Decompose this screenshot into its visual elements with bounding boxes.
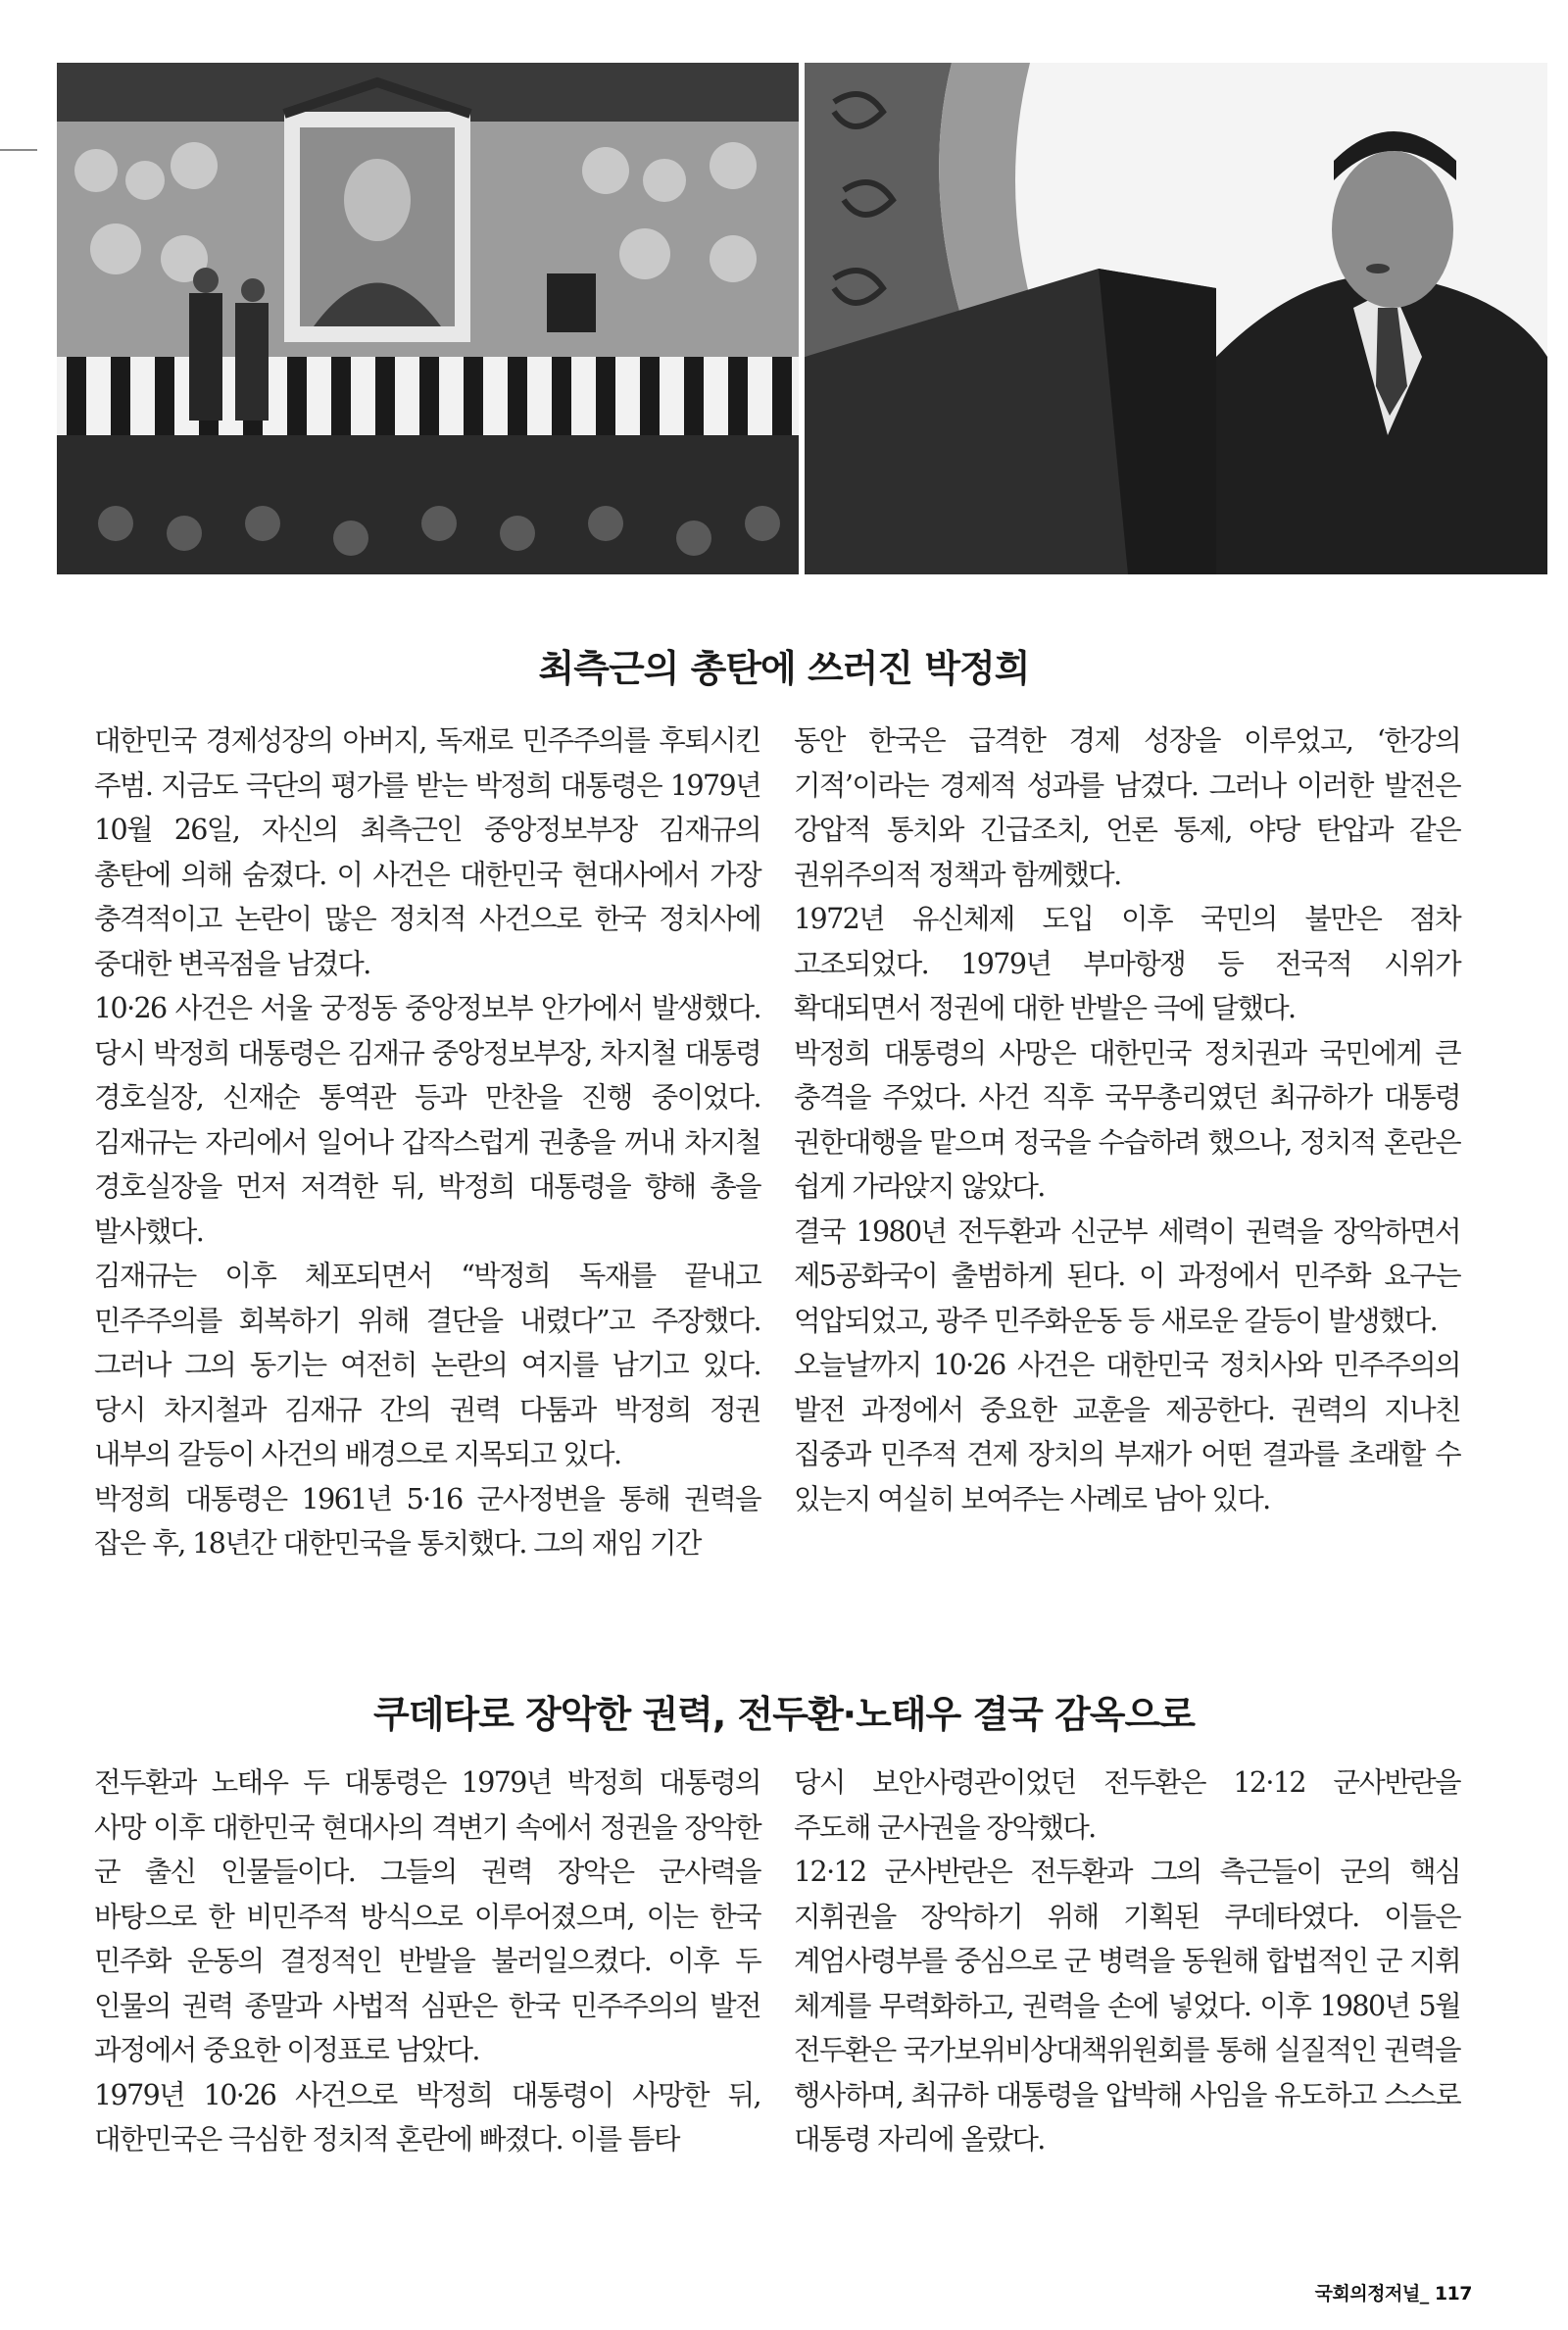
section-title-chun-roh: 쿠데타로 장악한 권력, 전두환·노태우 결국 감옥으로 — [373, 1693, 1195, 1736]
publication-name: 국회의정저널_ — [1314, 2283, 1429, 2305]
paragraph: 전두환과 노태우 두 대통령은 1979년 박정희 대통령의 사망 이후 대한민국 현대사의 격변기 속에서 정권을 장악한 군 출신 인물들이다. 그들의 권력 장악은 군사력을 바탕으로 한 비민주적 방식으로 이루어졌으며, 이는 한국 민주화 운동의 결정적인 반발을 불러일으켰다. 이후 두 인물의 권력 종말과 사법적 심판은 한국 민주주의의 발전 과정에서 중요한 이정표로 남았다. — [94, 1766, 760, 2066]
paragraph: 박정희 대통령은 1961년 5·16 군사정변을 통해 권력을 잡은 후, 18년간 대한민국을 통치했다. 그의 재임 기간 — [94, 1482, 760, 1560]
paragraph: 10·26 사건은 서울 궁정동 중앙정보부 안가에서 발생했다. 당시 박정희 대통령은 김재규 중앙정보부장, 차지철 대통령 경호실장, 신재순 통역관 등과 만찬을 진행 중이었다. 김재규는 자리에서 일어나 갑작스럽게 권총을 꺼내 차지철 경호실장을 먼저 저격한 뒤, 박정희 대통령을 향해 총을 발사했다. — [94, 992, 760, 1248]
paragraph: 김재규는 이후 체포되면서 “박정희 독재를 끝내고 민주주의를 회복하기 위해 결단을 내렸다”고 주장했다. 그러나 그의 동기는 여전히 논란의 여지를 남기고 있다. 당시 차지철과 김재규 간의 권력 다툼과 박정희 정권 내부의 갈등이 사건의 배경으로 지목되고 있다. — [94, 1260, 760, 1470]
paragraph: 오늘날까지 10·26 사건은 대한민국 정치사와 민주주의의 발전 과정에서 중요한 교훈을 제공한다. 권력의 지나친 집중과 민주적 견제 장치의 부재가 어떤 결과를 초래할 수 있는지 여실히 보여주는 사례로 남아 있다. — [794, 1349, 1460, 1515]
section2-left-column — [94, 1760, 760, 2162]
section1-right-column — [794, 719, 1460, 1521]
paragraph: 대한민국 경제성장의 아버지, 독재로 민주주의를 후퇴시킨 주범. 지금도 극단의 평가를 받는 박정희 대통령은 1979년 10월 26일, 자신의 최측근인 중앙정보부장 김재규의 총탄에 의해 숨졌다. 이 사건은 대한민국 현대사에서 가장 충격적이고 논란이 많은 정치적 사건으로 한국 정치사에 중대한 변곡점을 남겼다. — [94, 724, 760, 980]
paragraph: 동안 한국은 급격한 경제 성장을 이루었고, ‘한강의 기적’이라는 경제적 성과를 남겼다. 그러나 이러한 발전은 강압적 통치와 긴급조치, 언론 통제, 야당 탄압과 같은 권위주의적 정책과 함께했다. — [794, 724, 1460, 891]
margin-mark — [0, 149, 37, 151]
page-number: 117 — [1434, 2283, 1472, 2305]
paragraph: 12·12 군사반란은 전두환과 그의 측근들이 군의 핵심 지휘권을 장악하기 위해 기획된 쿠데타였다. 이들은 계엄사령부를 중심으로 군 병력을 동원해 합법적인 군 지휘 체계를 무력화하고, 권력을 손에 넣었다. 이후 1980년 5월 전두환은 국가보위비상대책위원회를 통해 실질적인 권력을 행사하며, 최규하 대통령을 압박해 사임을 유도하고 스스로 대통령 자리에 올랐다. — [794, 1856, 1460, 2156]
paragraph: 박정희 대통령의 사망은 대한민국 정치권과 국민에게 큰 충격을 주었다. 사건 직후 국무총리였던 최규하가 대통령 권한대행을 맡으며 정국을 수습하려 했으나, 정치적 혼란은 쉽게 가라앉지 않았다. — [794, 1036, 1460, 1203]
paragraph: 1979년 10·26 사건으로 박정희 대통령이 사망한 뒤, 대한민국은 극심한 정치적 혼란에 빠졌다. 이를 틈타 — [94, 2078, 760, 2156]
paragraph: 1972년 유신체제 도입 이후 국민의 불만은 점차 고조되었다. 1979년 부마항쟁 등 전국적 시위가 확대되면서 정권에 대한 반발은 극에 달했다. — [794, 903, 1460, 1024]
funeral-photo — [57, 63, 799, 574]
paragraph: 결국 1980년 전두환과 신군부 세력이 권력을 장악하면서 제5공화국이 출범하게 된다. 이 과정에서 민주화 요구는 억압되었고, 광주 민주화운동 등 새로운 갈등이 발생했다. — [794, 1215, 1460, 1337]
page-footer — [1315, 2279, 1472, 2305]
paragraph: 당시 보안사령관이었던 전두환은 12·12 군사반란을 주도해 군사권을 장악했다. — [794, 1766, 1460, 1844]
section2-right-column — [794, 1760, 1460, 2162]
speech-photo — [805, 63, 1547, 574]
section1-left-column — [94, 719, 760, 1566]
section-title-park: 최측근의 총탄에 쓰러진 박정희 — [538, 647, 1030, 690]
